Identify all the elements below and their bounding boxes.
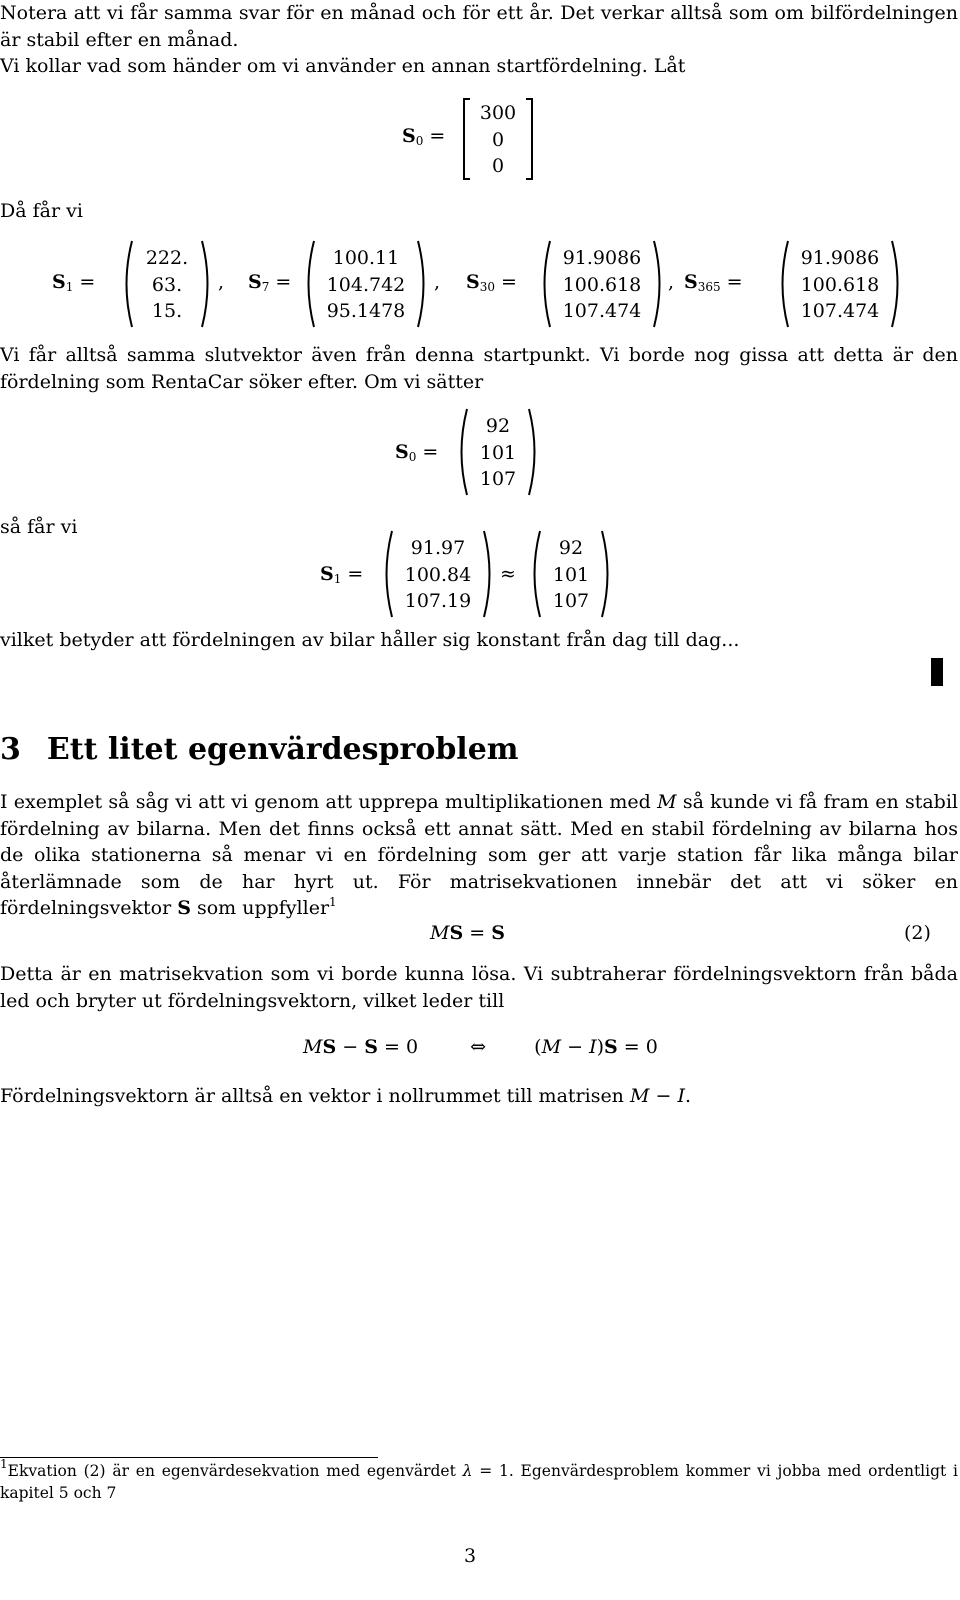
s365-vector: 91.9086 100.618 107.474 (800, 247, 880, 322)
paren-right (652, 240, 666, 328)
equation-number: (2) (904, 922, 931, 944)
s1-label: $S_1$ = (52, 271, 96, 294)
separator: , (218, 271, 225, 293)
footnote: $^1$Ekvation (2) är en egenvärdesekvation med egenvärdet λ = 1. Egenvärdesproblem kommer vi jobba med ordentligt i kapitel 5 och 7 (0, 1457, 958, 1502)
paren-right (527, 408, 541, 496)
s0-first-vector: 300 0 0 (479, 102, 517, 177)
text-sa-far-vi: så får vi (0, 516, 78, 538)
section-heading (0, 732, 519, 767)
s0-second-label: $S_0$ = (395, 441, 439, 464)
s1-second-vector: 91.97 100.84 107.19 (404, 537, 472, 612)
bracket-right (524, 98, 534, 180)
section-title: Ett litet egenvärdesproblem (46, 732, 519, 767)
paragraph-section: I exemplet så såg vi att vi genom att upprepa multiplikationen med M så kunde vi få fram en stabil fördelning av bilarna. Men det finns också ett annat sätt. Med en stabil fördelning av bilarna hos de olika stationerna så menar vi en fördelning som ger att varje station får lika många bilar återlämnade som de har hyrt ut. För matrisekvationen innebär det att vi söker en fördelningsvektor S som uppfyller$^1$ (0, 791, 958, 919)
paren-right (200, 240, 214, 328)
paren-right (600, 530, 614, 618)
s7-label: $S_7$ = (248, 271, 292, 294)
paragraph-slutvektor: Vi får alltså samma slutvektor även från denna startpunkt. Vi borde nog gissa att detta är den fördelning som RentaCar söker efter. Om vi sätter (0, 344, 958, 393)
s0-second-vector: 92 101 107 (479, 415, 517, 490)
paren-right (416, 240, 430, 328)
intro-paragraph (0, 0, 958, 80)
paren-left (380, 530, 394, 618)
paren-left (528, 530, 542, 618)
equation-2: MS = S (430, 922, 505, 944)
s1-second-label: $S_1$ = (320, 563, 364, 586)
qed-box (931, 658, 943, 686)
paren-left (455, 408, 469, 496)
page-number: 3 (463, 1545, 477, 1567)
paragraph-konstant: vilket betyder att fördelningen av bilar håller sig konstant från dag till dag... (0, 629, 740, 651)
paren-right (890, 240, 904, 328)
s30-vector: 91.9086 100.618 107.474 (562, 247, 642, 322)
eq-s0-label: $S_0$ = (402, 125, 446, 148)
paragraph-nollrum: Fördelningsvektorn är alltså en vektor i nollrummet till matrisen M − I. (0, 1085, 692, 1107)
s30-label: $S_{30}$ = (466, 271, 517, 294)
text-da-far-vi: Då får vi (0, 200, 83, 222)
equation-3: MS − S = 0 ⇔ (M − I)S = 0 (303, 1036, 658, 1058)
separator: , (668, 271, 675, 293)
s365-label: $S_{365}$ = (684, 271, 743, 294)
approx-vector: 92 101 107 (552, 537, 590, 612)
s7-vector: 100.11 104.742 95.1478 (326, 247, 406, 322)
paren-right (482, 530, 496, 618)
footnote-rule (0, 1457, 378, 1458)
s1-vector: 222. 63. 15. (145, 247, 189, 322)
paragraph-matris: Detta är en matrisekvation som vi borde kunna lösa. Vi subtraherar fördelningsvektorn från båda led och bryter ut fördelningsvektorn, vilket leder till (0, 963, 958, 1012)
intro-text: Notera att vi får samma svar för en månad och för ett år. Det verkar alltså som om bilfördelningen är stabil efter en månad. (0, 2, 958, 51)
iff-symbol: ⇔ (470, 1036, 487, 1058)
approx-symbol: ≈ (500, 563, 516, 585)
section-number: 3 (0, 732, 21, 767)
separator: , (434, 271, 441, 293)
intro-line2: Vi kollar vad som händer om vi använder en annan startfördelning. Låt (0, 55, 686, 77)
footnote-mark: 1 (329, 895, 337, 909)
